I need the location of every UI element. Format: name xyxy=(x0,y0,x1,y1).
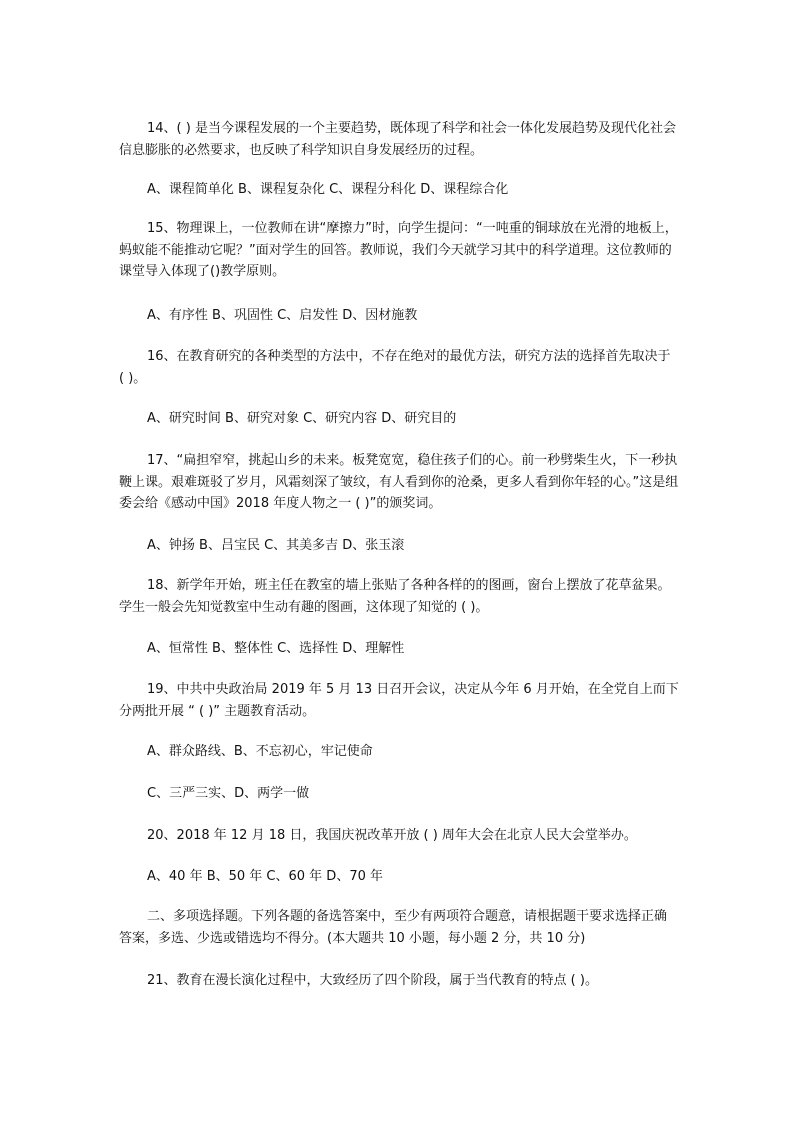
section-heading-multiple-choice: 二、多项选择题。下列各题的备选答案中，至少有两项符合题意，请根据题干要求选择正确答案，多选、少选或错选均不得分。(本大题共 10 小题，每小题 2 分，共 10 分) xyxy=(119,909,668,946)
question-19: 19、中共中央政治局 2019 年 5 月 13 日召开会议，决定从今年 6 月开始，在全党自上而下分两批开展 “ ( )” 主题教育活动。 xyxy=(119,682,679,719)
question-17: 17、“扁担窄窄，挑起山乡的未来。板凳宽宽，稳住孩子们的心。前一秒劈柴生火，下一秒执鞭上课。艰难斑驳了岁月，风霜刻深了皱纹，有人看到你的沧桑，更多人看到你年轻的心。”这是组委会给《感动中国》2018 年度人物之一 ( )”的颁奖词。 xyxy=(119,453,679,511)
question-15-options: A、有序性 B、巩固性 C、启发性 D、因材施教 xyxy=(147,308,418,323)
question-17-options: A、钟扬 B、吕宝民 C、其美多吉 D、张玉滚 xyxy=(147,538,405,553)
question-20-options: A、40 年 B、50 年 C、60 年 D、70 年 xyxy=(147,869,383,884)
question-15: 15、物理课上，一位教师在讲“摩擦力”时，向学生提问：“一吨重的铜球放在光滑的地板上，蚂蚁能不能推动它呢？”面对学生的回答。教师说，我们今天就学习其中的科学道理。这位教师的课堂导入体现了()教学原则。 xyxy=(119,221,678,279)
question-14: 14、( ) 是当今课程发展的一个主要趋势，既体现了科学和社会一体化发展趋势及现代化社会信息膨胀的必然要求，也反映了科学知识自身发展经历的过程。 xyxy=(119,121,676,158)
question-18: 18、新学年开始，班主任在教室的墙上张贴了各种各样的的图画，窗台上摆放了花草盆果。学生一般会先知觉教室中生动有趣的图画，这体现了知觉的 ( )。 xyxy=(119,578,671,615)
question-19-options-cd: C、三严三实、D、两学一做 xyxy=(147,786,310,801)
question-21: 21、教育在漫长演化过程中，大致经历了四个阶段，属于当代教育的特点 ( )。 xyxy=(147,973,598,988)
question-16-options: A、研究时间 B、研究对象 C、研究内容 D、研究目的 xyxy=(147,411,457,426)
question-14-options: A、课程简单化 B、课程复杂化 C、课程分科化 D、课程综合化 xyxy=(147,182,509,197)
question-16: 16、在教育研究的各种类型的方法中，不存在绝对的最优方法，研究方法的选择首先取决于 ( )。 xyxy=(119,349,671,386)
question-20: 20、2018 年 12 月 18 日，我国庆祝改革开放 ( ) 周年大会在北京人民大会堂举办。 xyxy=(147,828,637,843)
question-19-options-ab: A、群众路线、B、不忘初心，牢记使命 xyxy=(147,744,373,759)
question-18-options: A、恒常性 B、整体性 C、选择性 D、理解性 xyxy=(147,641,405,656)
